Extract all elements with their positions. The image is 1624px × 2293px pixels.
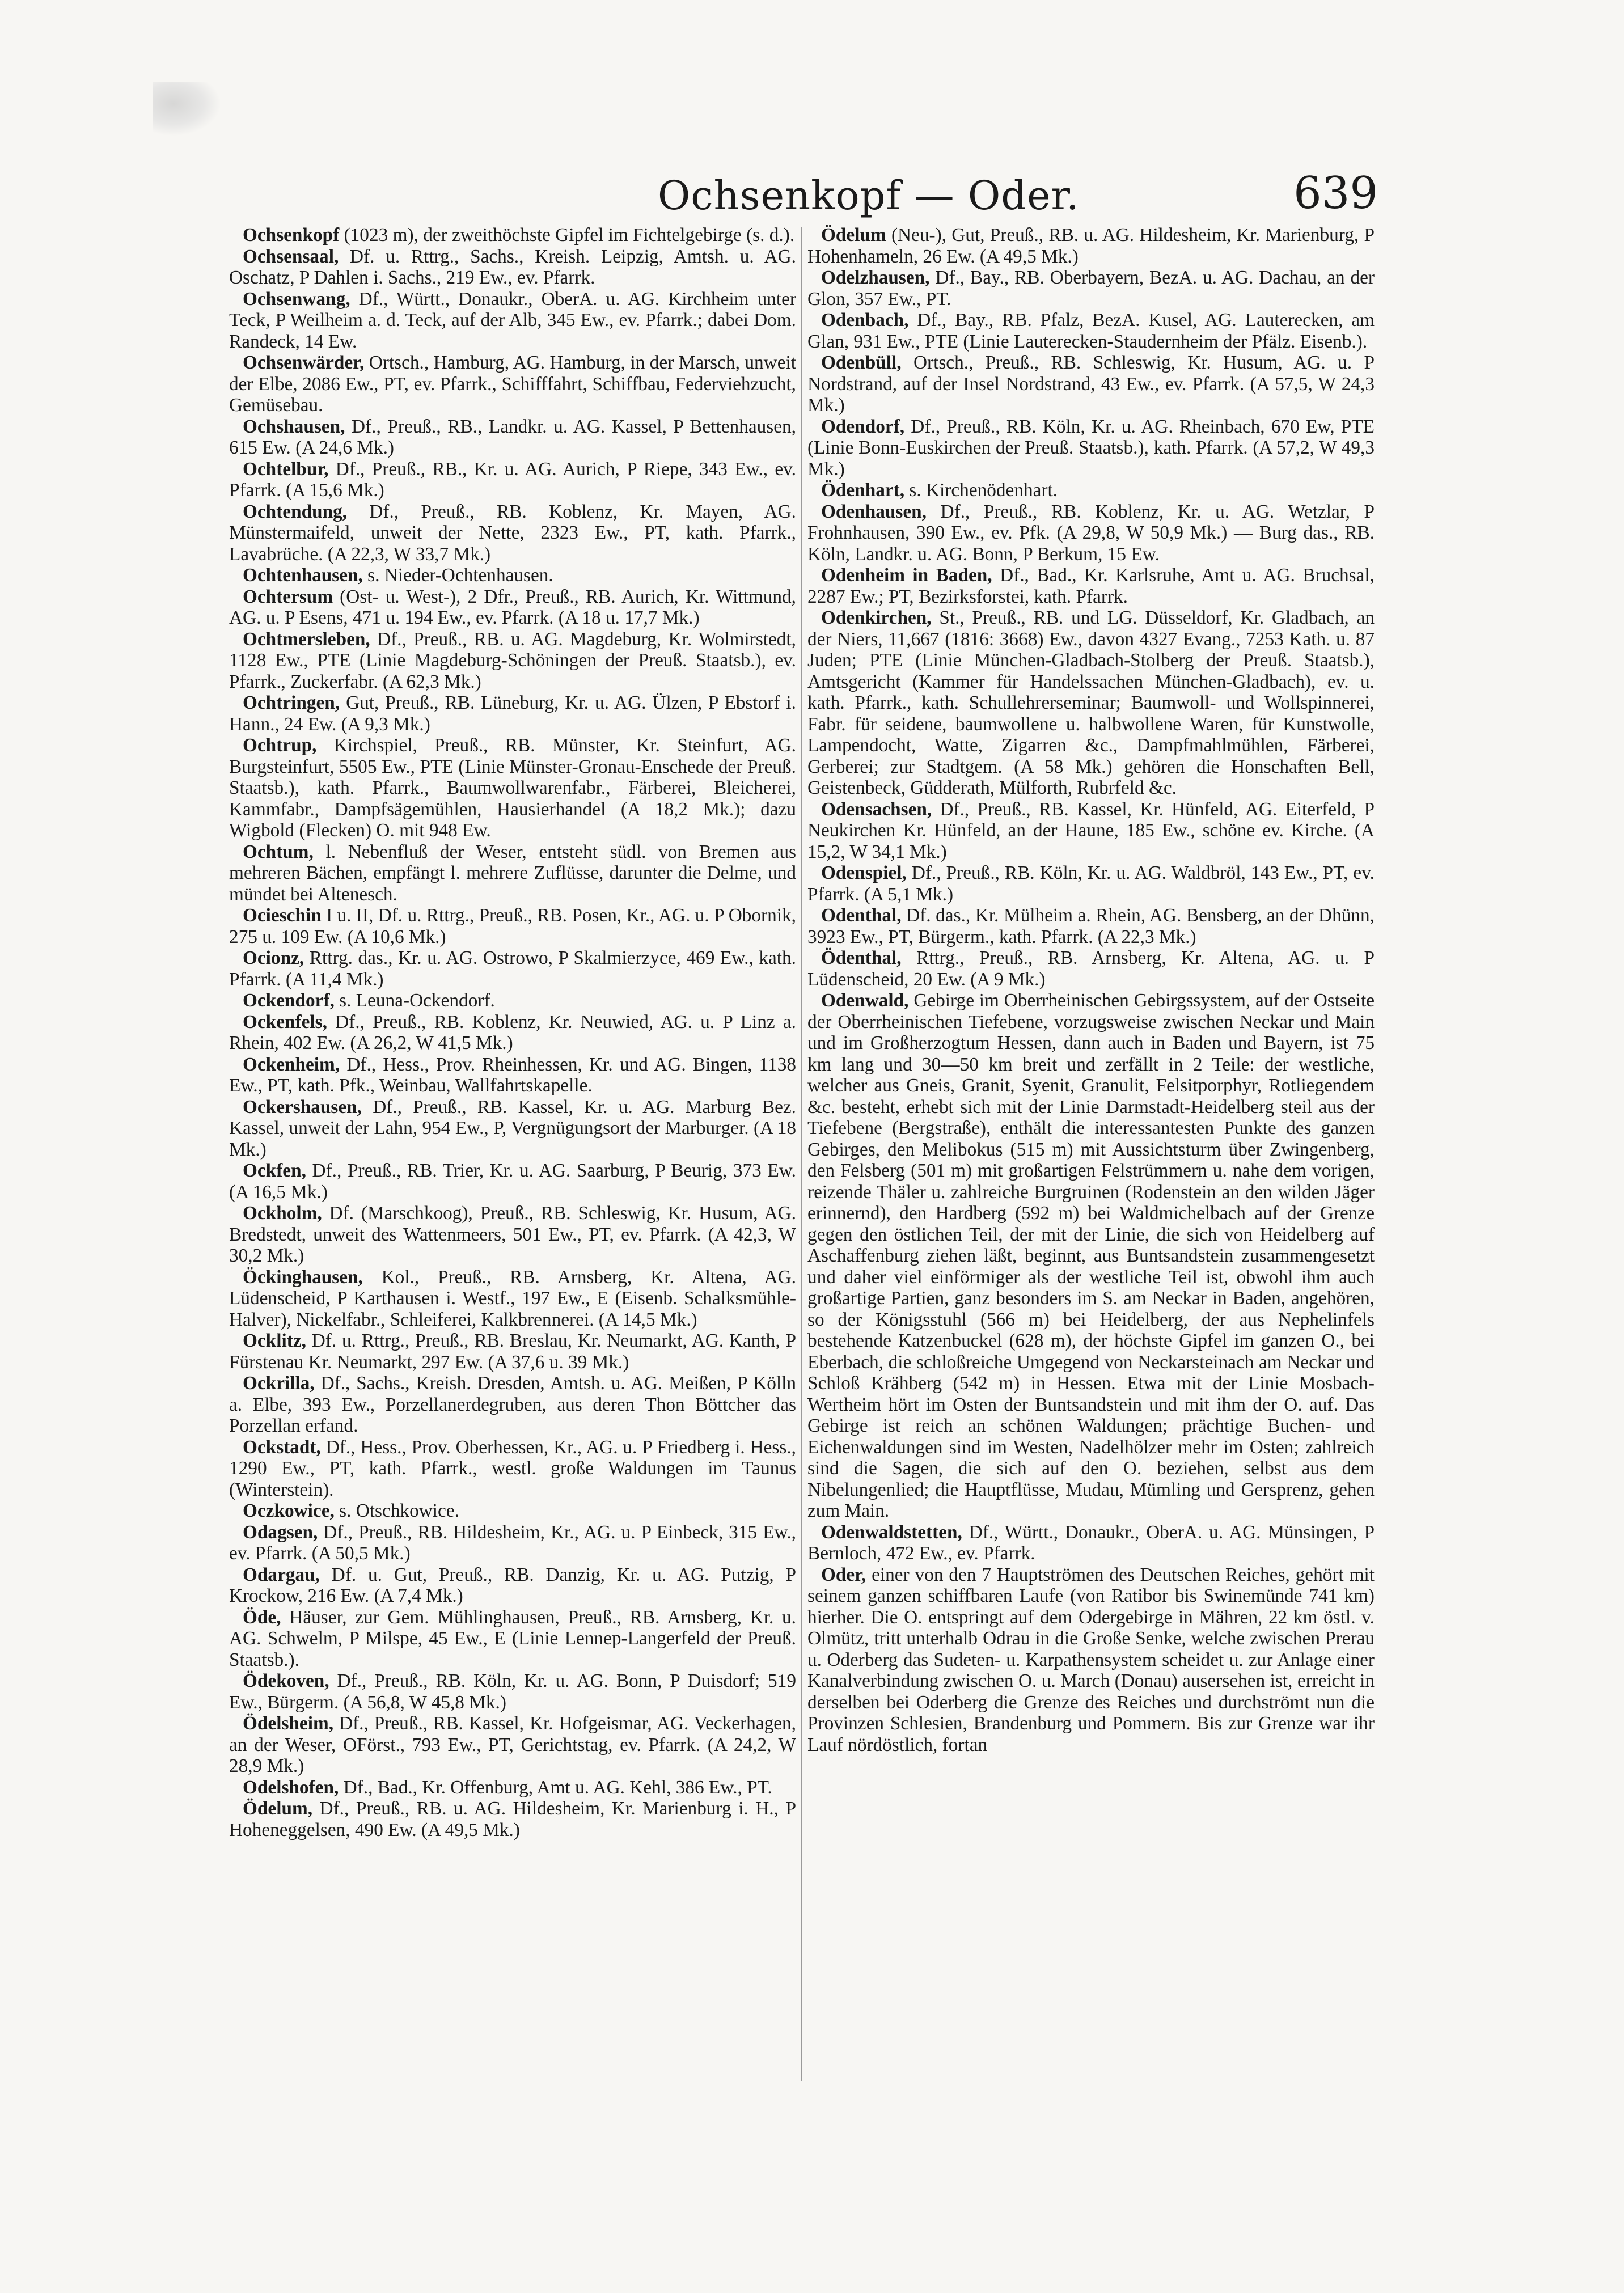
entry-headword: Odenwald, (821, 990, 909, 1011)
dictionary-entry (229, 1713, 796, 1777)
entry-headword: Ochsenkopf (243, 225, 340, 246)
entry-headword: Ocieschin (243, 905, 322, 926)
entry-headword: Oczkowice, (243, 1500, 335, 1521)
entry-headword: Odenspiel, (821, 862, 907, 883)
dictionary-entry (807, 947, 1375, 990)
entry-headword: Öde, (243, 1606, 281, 1628)
entry-text: Df. u. Gut, Preuß., RB. Danzig, Kr. u. AG. Putzig, P Krockow, 216 Ew. (A 7,4 Mk.) (229, 1564, 796, 1606)
dictionary-entry (229, 1012, 796, 1054)
dictionary-entry (229, 1373, 796, 1437)
entry-text: Df., Preuß., RB. Koblenz, Kr. Mayen, AG. Münstermaifeld, unweit der Nette, 2323 Ew., PT, kath. Pfarrk., Lavabrüche. (A 22,3, W 33,7 Mk.) (229, 501, 796, 565)
entry-text: Df., Preuß., RB. Koblenz, Kr. u. AG. Wetzlar, P Frohnhausen, 390 Ew., ev. Pfk. (A 29,8, W 50,9 Mk.) — Burg das., RB. Köln, Landkr. u. AG. Bonn, P Berkum, 15 Ew. (807, 501, 1375, 565)
dictionary-entry (229, 289, 796, 353)
entry-text: Df., Preuß., RB. Trier, Kr. u. AG. Saarburg, P Beurig, 373 Ew. (A 16,5 Mk.) (229, 1160, 796, 1203)
entry-headword: Odendorf, (821, 416, 905, 437)
entry-text: Kirchspiel, Preuß., RB. Münster, Kr. Steinfurt, AG. Burgsteinfurt, 5505 Ew., PTE (Linie Münster-Gronau-Enschede der Preuß. Staatsb.), kath. Pfarrk., Baumwollwarenfabr., Färberei, Bleicherei, Kammfabr., Dampfsägemühlen, Hausierhandel (A 18,2 Mk.); dazu Wigbold (Flecken) O. mit 948 Ew. (229, 735, 796, 841)
entry-headword: Ockenheim, (243, 1054, 340, 1075)
entry-text: St., Preuß., RB. und LG. Düsseldorf, Kr. Gladbach, an der Niers, 11,667 (1816: 3668) Ew., davon 4327 Evang., 7253 Kath. u. 87 Juden; PTE (Linie München-Gladbach-Stolberg der Preuß. Staatsb.), Amtsgericht (Kammer für Handelssachen München-Gladbach), ev. u. kath. Pfarrk., kath. Schullehrerseminar; Baumwoll- und Wollspinnerei, Fabr. für seidene, baumwollene u. halbwollene Waren, für Kunstwolle, Lampendocht, Watte, Zigarren &c., Dampfmahlmühlen, Färberei, Gerberei; zur Stadtgem. (A 58 Mk.) gehören die Honschaften Bell, Geistenbeck, Güdderath, Mülforth, Rubrfeld &c. (807, 607, 1375, 798)
entry-headword: Odenhausen, (821, 501, 927, 522)
entry-text: Df., Bay., RB. Pfalz, BezA. Kusel, AG. Lauterecken, am Glan, 931 Ew., PTE (Linie Lauterecken-Staudernheim der Pfälz. Eisenb.). (807, 310, 1375, 352)
page-title: Ochsenkopf — Oder. (658, 172, 1080, 219)
entry-text: (Ost- u. West-), 2 Dfr., Preuß., RB. Aurich, Kr. Wittmund, AG. u. P Esens, 471 u. 194 Ew., ev. Pfarrk. (A 18 u. 17,7 Mk.) (229, 586, 796, 628)
entry-text: Df., Preuß., RB. u. AG. Hildesheim, Kr. Marienburg i. H., P Hoheneggelsen, 490 Ew. (A 49,5 Mk.) (229, 1798, 796, 1841)
dictionary-entry (229, 1500, 796, 1522)
dictionary-entry (229, 629, 796, 693)
dictionary-entry (229, 1564, 796, 1607)
dictionary-entry (229, 1798, 796, 1841)
dictionary-entry (229, 225, 796, 246)
entry-text: Gebirge im Oberrheinischen Gebirgssystem, auf der Ostseite der Oberrheinischen Tiefebene, vorzugsweise zwischen Neckar und Main und im Großherzogtum Hessen, dann auch in Baden und Bayern, ist 75 km lang und 30—50 km breit und zerfällt in 2 Teile: der westliche, welcher aus Gneis, Granit, Syenit, Granulit, Felsitporphyr, Rotliegendem &c. besteht, erhebt sich mit der Linie Darmstadt-Heidelberg steil aus der Tiefebene (Bergstraße), enthält die interessantesten Punkte des ganzen Gebirges, den Melibokus (515 m) mit Aussichtsturm über Zwingenberg, den Felsberg (501 m) mit großartigen Felstrümmern u. nahe dem vorigen, reizende Thäler u. zahlreiche Burgruinen (Rodenstein an den wilden Jäger erinnernd), den Hardberg (592 m) bei Waldmichelbach auf der Grenze gegen den östlichen Teil, der mit der Linie, die sich von Heidelberg auf Aschaffenburg ziehen läßt, beginnt, aus Buntsandstein zusammengesetzt und daher viel einförmiger als der westliche Teil ist, obwohl ihm auch großartige Partien, ganz besonders im S. am Neckar in Baden, angehören, so der Königsstuhl (566 m) bei Heidelberg, der aus Nephelinfels bestehende Katzenbuckel (628 m), der höchste Gipfel im ganzen O., bei Eberbach, die schloßreiche Umgegend von Neckarsteinach am Neckar und Schloß Krähberg (542 m) in Hessen. Etwa mit der Linie Mosbach-Wertheim hört im Osten der Buntsandstein und mit ihm der O. auf. Das Gebirge ist reich an schönen Waldungen; prächtige Buchen- und Eichenwaldungen sind im Westen, Nadelhölzer mehr im Osten; zahlreich sind die Sagen, die sich auf den O. beziehen, selbst aus dem Nibelungenlied; die Hauptflüsse, Mudau, Mümling und Gersprenz, gehen zum Main. (807, 990, 1375, 1521)
dictionary-entry (807, 352, 1375, 416)
entry-headword: Ockrilla, (243, 1373, 315, 1394)
entry-headword: Ödekoven, (243, 1670, 329, 1691)
dictionary-entry (807, 1522, 1375, 1564)
entry-text: Df., Preuß., RB. Köln, Kr. u. AG. Bonn, P Duisdorf; 519 Ew., Bürgerm. (A 56,8, W 45,8 Mk.) (229, 1670, 796, 1713)
entry-text: Ortsch., Hamburg, AG. Hamburg, in der Marsch, unweit der Elbe, 2086 Ew., PT, ev. Pfarrk., Schifffahrt, Schiffbau, Federviehzucht, Gemüsebau. (229, 352, 796, 416)
entry-text: Df., Preuß., RB. Koblenz, Kr. Neuwied, AG. u. P Linz a. Rhein, 402 Ew. (A 26,2, W 41,5 Mk.) (229, 1011, 796, 1054)
dictionary-entry (229, 1054, 796, 1097)
entry-text: Ortsch., Preuß., RB. Schleswig, Kr. Husum, AG. u. P Nordstrand, auf der Insel Nordstrand, 43 Ew., ev. Pfarrk. (A 57,5, W 24,3 Mk.) (807, 352, 1375, 416)
entry-text: s. Leuna-Ockendorf. (334, 990, 495, 1011)
entry-headword: Ochsenwang, (243, 288, 350, 310)
scan-smudge (153, 82, 221, 136)
entry-text: Df., Hess., Prov. Oberhessen, Kr., AG. u. P Friedberg i. Hess., 1290 Ew., PT, kath. Pfarrk., westl. große Waldungen im Taunus (Winterstein). (229, 1436, 796, 1500)
dictionary-entry (229, 841, 796, 906)
dictionary-entry (229, 459, 796, 501)
entry-text: Df., Preuß., RB. Hildesheim, Kr., AG. u. P Einbeck, 315 Ew., ev. Pfarrk. (A 50,5 Mk.) (229, 1521, 796, 1564)
entry-text: Df., Bad., Kr. Karlsruhe, Amt u. AG. Bruchsal, 2287 Ew.; PT, Bezirksforstei, kath. Pfarrk. (807, 565, 1375, 607)
column-divider (801, 227, 802, 2081)
dictionary-entry (229, 586, 796, 629)
entry-text: Df., Württ., Donaukr., OberA. u. AG. Kirchheim unter Teck, P Weilheim a. d. Teck, auf der Alb, 345 Ew., ev. Pfarrk.; dabei Dom. Randeck, 14 Ew. (229, 288, 796, 352)
entry-text: Df., Preuß., RB. Köln, Kr. u. AG. Waldbröl, 143 Ew., PT, ev. Pfarrk. (A 5,1 Mk.) (807, 862, 1375, 905)
dictionary-entry (807, 799, 1375, 863)
dictionary-entry (229, 1330, 796, 1373)
dictionary-entry (807, 501, 1375, 565)
entry-headword: Ochtmersleben, (243, 628, 370, 650)
entry-headword: Ödelum, (243, 1798, 313, 1819)
entry-text: Df., Preuß., RB. Kassel, Kr. Hofgeismar, AG. Veckerhagen, an der Weser, OFörst., 793 Ew., PT, Gerichtstag, ev. Pfarrk. (A 24,2, W 28,9 Mk.) (229, 1713, 796, 1776)
dictionary-entry (229, 1203, 796, 1267)
entry-text: Df., Preuß., RB. Kassel, Kr. Hünfeld, AG. Eiterfeld, P Neukirchen Kr. Hünfeld, an der Haune, 185 Ew., schöne ev. Kirche. (A 15,2, W 34,1 Mk.) (807, 798, 1375, 862)
entry-text: Df. u. Rttrg., Preuß., RB. Breslau, Kr. Neumarkt, AG. Kanth, P Fürstenau Kr. Neumarkt, 297 Ew. (A 37,6 u. 39 Mk.) (229, 1330, 796, 1373)
entry-text: Df., Bay., RB. Oberbayern, BezA. u. AG. Dachau, an der Glon, 357 Ew., PT. (807, 267, 1375, 310)
dictionary-entry (229, 1097, 796, 1161)
dictionary-entry (229, 416, 796, 459)
entry-headword: Ochtringen, (243, 692, 340, 713)
entry-text: (Neu-), Gut, Preuß., RB. u. AG. Hildesheim, Kr. Marienburg, P Hohenhameln, 26 Ew. (A 49,5 Mk.) (807, 225, 1375, 267)
entry-text: s. Otschkowice. (334, 1500, 459, 1521)
entry-text: Rttrg. das., Kr. u. AG. Ostrowo, P Skalmierzyce, 469 Ew., kath. Pfarrk. (A 11,4 Mk.) (229, 947, 796, 990)
running-header (0, 164, 1624, 227)
entry-text: Df., Preuß., RB., Kr. u. AG. Aurich, P Riepe, 343 Ew., ev. Pfarrk. (A 15,6 Mk.) (229, 458, 796, 501)
dictionary-entry (807, 267, 1375, 310)
dictionary-entry (807, 480, 1375, 501)
entry-headword: Ockershausen, (243, 1096, 362, 1118)
entry-text: s. Kirchenödenhart. (904, 480, 1058, 501)
dictionary-entry (229, 990, 796, 1012)
entry-headword: Ocionz, (243, 947, 304, 968)
entry-headword: Ochshausen, (243, 416, 345, 437)
dictionary-entry (229, 1522, 796, 1564)
dictionary-entry (807, 416, 1375, 480)
entry-headword: Ocklitz, (243, 1330, 306, 1351)
dictionary-entry (229, 1777, 796, 1799)
entry-text: Gut, Preuß., RB. Lüneburg, Kr. u. AG. Ülzen, P Ebstorf i. Hann., 24 Ew. (A 9,3 Mk.) (229, 692, 796, 735)
entry-headword: Odenthal, (821, 905, 902, 926)
dictionary-entry (807, 310, 1375, 352)
entry-headword: Odenbach, (821, 310, 909, 331)
entry-text: Df., Preuß., RB. u. AG. Magdeburg, Kr. Wolmirstedt, 1128 Ew., PTE (Linie Magdeburg-Schöningen der Preuß. Staatsb.), ev. Pfarrk., Zuckerfabr. (A 62,3 Mk.) (229, 628, 796, 692)
entry-headword: Odenkirchen, (821, 607, 932, 628)
entry-headword: Oder, (821, 1564, 866, 1585)
dictionary-entry (807, 905, 1375, 947)
dictionary-entry (807, 862, 1375, 905)
entry-headword: Odensachsen, (821, 798, 932, 820)
dictionary-entry (807, 607, 1375, 799)
dictionary-entry (229, 905, 796, 947)
dictionary-entry (807, 565, 1375, 607)
entry-headword: Ödelsheim, (243, 1713, 334, 1734)
right-column (807, 225, 1375, 2084)
dictionary-entry (229, 947, 796, 990)
entry-headword: Ockstadt, (243, 1436, 321, 1458)
entry-headword: Ochtenhausen, (243, 565, 363, 586)
entry-text: einer von den 7 Hauptströmen des Deutschen Reiches, gehört mit seinem ganzen schiffbaren Laufe (von Ratibor bis Swinemünde 741 km) hierher. Die O. entspringt auf dem Odergebirge in Mähren, 22 km östl. v. Olmütz, tritt unterhalb Odrau in die Große Senke, welche zwischen Prerau u. Oderberg das Sudeten- u. Karpathensystem scheidet u. zur Anlage einer Kanalverbindung zwischen O. u. March (Donau) ausersehen ist, erreicht in derselben bei Oderberg die Grenze des Reiches und durchströmt nun die Provinzen Schlesien, Brandenburg und Pommern. Bis zur Grenze war ihr Lauf nördöstlich, fortan (807, 1564, 1375, 1755)
entry-headword: Ockholm, (243, 1203, 322, 1224)
entry-headword: Odenbüll, (821, 352, 902, 373)
entry-text: Df., Hess., Prov. Rheinhessen, Kr. und AG. Bingen, 1138 Ew., PT, kath. Pfk., Weinbau, Wallfahrtskapelle. (229, 1054, 796, 1096)
entry-headword: Ochtelbur, (243, 458, 329, 480)
entry-headword: Odagsen, (243, 1521, 318, 1543)
entry-headword: Ödelum (821, 225, 886, 246)
entry-text: Df., Bad., Kr. Offenburg, Amt u. AG. Kehl, 386 Ew., PT. (339, 1776, 772, 1798)
entry-text: I u. II, Df. u. Rttrg., Preuß., RB. Posen, Kr., AG. u. P Obornik, 275 u. 109 Ew. (A 10,6 Mk.) (229, 905, 796, 947)
entry-text: Df., Preuß., RB. Kassel, Kr. u. AG. Marburg Bez. Kassel, unweit der Lahn, 954 Ew., P, Vergnügungsort der Marburger. (A 18 Mk.) (229, 1096, 796, 1160)
entry-text: Df. u. Rttrg., Sachs., Kreish. Leipzig, Amtsh. u. AG. Oschatz, P Dahlen i. Sachs., 219 Ew., ev. Pfarrk. (229, 246, 796, 288)
entry-text: Kol., Preuß., RB. Arnsberg, Kr. Altena, AG. Lüdenscheid, P Karthausen i. Westf., 197 Ew., E (Eisenb. Schalksmühle-Halver), Nickelfabr., Schleiferei, Kalkbrennerei. (A 14,5 Mk.) (229, 1266, 796, 1330)
entry-text: Df., Preuß., RB. Köln, Kr. u. AG. Rheinbach, 670 Ew, PTE (Linie Bonn-Euskirchen der Preuß. Staatsb.), kath. Pfarrk. (A 57,2, W 49,3 Mk.) (807, 416, 1375, 480)
dictionary-entry (229, 565, 796, 586)
entry-headword: Odenheim in Baden, (821, 565, 992, 586)
dictionary-entry (229, 1437, 796, 1501)
entry-headword: Öckinghausen, (243, 1266, 363, 1288)
entry-text: Df., Sachs., Kreish. Dresden, Amtsh. u. AG. Meißen, P Kölln a. Elbe, 393 Ew., Porzellanerdegruben, aus deren Thon Böttcher das Porzellan erfand. (229, 1373, 796, 1436)
entry-headword: Ochtendung, (243, 501, 348, 522)
dictionary-entry (807, 990, 1375, 1522)
entry-headword: Ockfen, (243, 1160, 306, 1181)
dictionary-entry (229, 735, 796, 841)
dictionary-entry (229, 1160, 796, 1203)
entry-text: Df. (Marschkoog), Preuß., RB. Schleswig, Kr. Husum, AG. Bredstedt, unweit des Wattenmeers, 501 Ew., PT, ev. Pfarrk. (A 42,3, W 30,2 Mk.) (229, 1203, 796, 1266)
entry-headword: Odelshofen, (243, 1776, 339, 1798)
entry-headword: Odenwaldstetten, (821, 1521, 962, 1543)
entry-headword: Ochtersum (243, 586, 333, 607)
entry-headword: Ödenthal, (821, 947, 902, 968)
dictionary-entry (229, 1670, 796, 1713)
left-column (229, 225, 796, 2084)
entry-headword: Odargau, (243, 1564, 320, 1585)
entry-text: Df., Württ., Donaukr., OberA. u. AG. Münsingen, P Bernloch, 472 Ew., ev. Pfarrk. (807, 1521, 1375, 1564)
dictionary-entry (229, 352, 796, 416)
dictionary-entry (229, 1607, 796, 1671)
dictionary-entry (229, 501, 796, 565)
dictionary-entry (229, 246, 796, 289)
page-number: 639 (1293, 168, 1378, 219)
entry-text: l. Nebenfluß der Weser, entsteht südl. von Bremen aus mehreren Bächen, empfängt l. mehrere Zuflüsse, darunter die Delme, und mündet bei Altenesch. (229, 841, 796, 905)
entry-text: Df. das., Kr. Mülheim a. Rhein, AG. Bensberg, an der Dhünn, 3923 Ew., PT, Bürgerm., kath. Pfarrk. (A 22,3 Mk.) (807, 905, 1375, 947)
entry-text: Häuser, zur Gem. Mühlinghausen, Preuß., RB. Arnsberg, Kr. u. AG. Schwelm, P Milspe, 45 Ew., E (Linie Lennep-Langerfeld der Preuß. Staatsb.). (229, 1606, 796, 1670)
entry-text: s. Nieder-Ochtenhausen. (362, 565, 553, 586)
entry-headword: Ockenfels, (243, 1011, 327, 1033)
dictionary-entry (807, 1564, 1375, 1756)
entry-text: (1023 m), der zweithöchste Gipfel im Fichtelgebirge (s. d.). (339, 225, 795, 246)
dictionary-entry (229, 692, 796, 735)
entry-text: Rttrg., Preuß., RB. Arnsberg, Kr. Altena, AG. u. P Lüdenscheid, 20 Ew. (A 9 Mk.) (807, 947, 1375, 990)
entry-headword: Ochsenwärder, (243, 352, 365, 373)
entry-text: Df., Preuß., RB., Landkr. u. AG. Kassel, P Bettenhausen, 615 Ew. (A 24,6 Mk.) (229, 416, 796, 458)
entry-headword: Ockendorf, (243, 990, 335, 1011)
dictionary-entry (229, 1267, 796, 1331)
dictionary-entry (807, 225, 1375, 267)
entry-headword: Ochtrup, (243, 735, 317, 756)
entry-headword: Odelzhausen, (821, 267, 930, 288)
entry-headword: Ochsensaal, (243, 246, 339, 267)
entry-headword: Ochtum, (243, 841, 314, 862)
entry-headword: Ödenhart, (821, 480, 905, 501)
